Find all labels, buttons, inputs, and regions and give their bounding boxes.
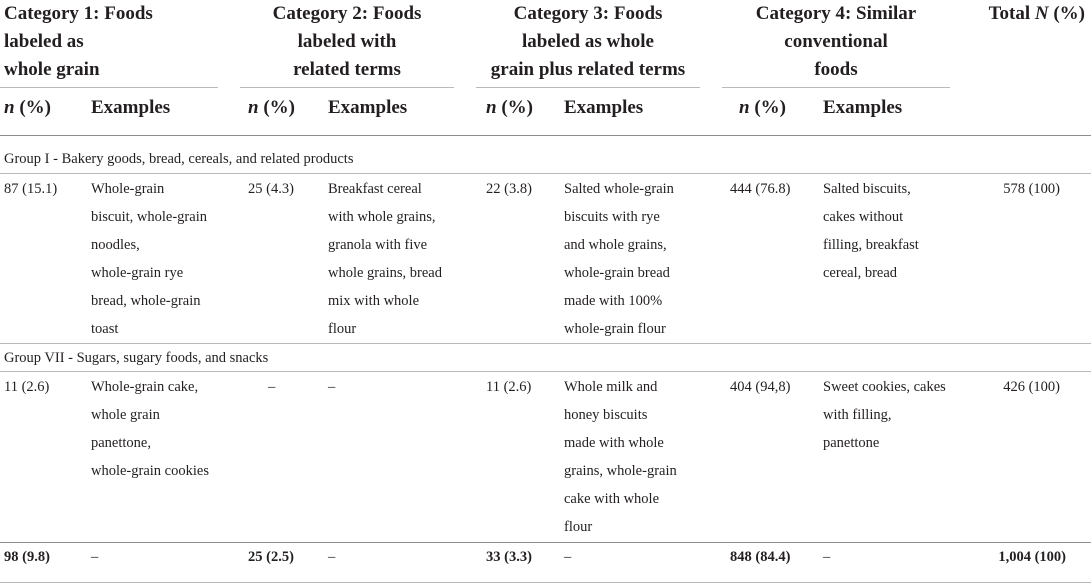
subheader-n-italic: n	[4, 97, 15, 118]
cell-line: whole grains, bread	[328, 265, 442, 281]
cell-examples	[564, 175, 674, 343]
cell-line: whole-grain bread	[564, 265, 670, 281]
header-rule	[722, 87, 950, 88]
subheader-n	[486, 97, 533, 119]
header-total-prefix: Total	[988, 3, 1035, 24]
cell-line: with filling,	[823, 407, 892, 423]
cell-line: granola with five	[328, 237, 428, 253]
subheader-n-italic: n	[739, 97, 750, 118]
cell-line: panettone,	[91, 435, 151, 451]
cell-n: 11 (2.6)	[4, 379, 50, 395]
subheader-rule	[0, 135, 1091, 136]
header-category-4-line: conventional	[784, 31, 888, 52]
cell-n: 444 (76.8)	[730, 181, 791, 197]
header-category-4	[722, 0, 950, 84]
cell-line: Salted biscuits,	[823, 181, 911, 197]
subheader-examples: Examples	[328, 97, 408, 118]
cell-line: whole-grain rye	[91, 265, 184, 281]
group-rule	[0, 371, 1091, 372]
cell-line: Whole milk and	[564, 379, 658, 395]
cell-line: bread, whole-grain	[91, 293, 201, 309]
header-rule	[0, 87, 218, 88]
group-rule	[0, 173, 1091, 174]
header-rule	[240, 87, 454, 88]
subheader-n-italic: n	[486, 97, 497, 118]
cell-line: with whole grains,	[328, 209, 436, 225]
cell-n: 25 (4.3)	[248, 181, 294, 197]
cell-line: grains, whole-grain	[564, 463, 677, 479]
cell-examples	[328, 175, 442, 343]
cell-n: 404 (94,8)	[730, 379, 791, 395]
subheader-n-suffix: (%)	[258, 97, 295, 118]
cell-line: panettone	[823, 435, 880, 451]
cell-examples	[91, 175, 207, 343]
cell-n: –	[268, 379, 276, 395]
header-category-1-line: Category 1: Foods	[4, 3, 153, 24]
cell-line: made with 100%	[564, 293, 663, 309]
header-category-4-line: foods	[814, 59, 858, 80]
total-examples: –	[823, 549, 831, 565]
total-n: 848 (84.4)	[730, 549, 791, 565]
cell-n: 87 (15.1)	[4, 181, 58, 197]
group-label: Group I - Bakery goods, bread, cereals, and related products	[4, 151, 354, 167]
cell-examples	[328, 373, 335, 401]
cell-line: cereal, bread	[823, 265, 898, 281]
header-category-4-line: Category 4: Similar	[755, 3, 917, 24]
cell-n: 11 (2.6)	[486, 379, 532, 395]
subheader-examples: Examples	[564, 97, 644, 118]
cell-line: whole-grain flour	[564, 321, 666, 337]
total-n: 33 (3.3)	[486, 549, 532, 565]
header-category-1	[4, 0, 153, 84]
cell-line: honey biscuits	[564, 407, 648, 423]
bottom-rule	[0, 582, 1091, 583]
cell-total: 578 (100)	[1003, 181, 1060, 197]
cell-line: flour	[328, 321, 357, 337]
cell-line: Sweet cookies, cakes	[823, 379, 946, 395]
header-category-1-line: whole grain	[4, 59, 100, 80]
subheader-n-suffix: (%)	[749, 97, 786, 118]
header-category-2	[240, 0, 454, 84]
header-category-2-line: Category 2: Foods	[272, 3, 422, 24]
header-total	[989, 0, 1085, 28]
header-total-suffix: (%)	[1048, 3, 1085, 24]
header-category-1-line: labeled as	[4, 31, 84, 52]
subheader-n-suffix: (%)	[14, 97, 51, 118]
cell-line: biscuits with rye	[564, 209, 660, 225]
header-category-3-line: grain plus related terms	[490, 59, 686, 80]
totals-rule	[0, 542, 1091, 543]
header-category-3	[476, 0, 700, 84]
cell-examples	[823, 373, 946, 457]
cell-line: whole-grain cookies	[91, 463, 209, 479]
header-category-2-line: labeled with	[297, 31, 397, 52]
cell-line: biscuit, whole-grain	[91, 209, 207, 225]
group-label: Group VII - Sugars, sugary foods, and snacks	[4, 350, 269, 366]
cell-line: and whole grains,	[564, 237, 667, 253]
cell-line: cakes without	[823, 209, 904, 225]
total-n: 98 (9.8)	[4, 549, 50, 565]
cell-line: filling, breakfast	[823, 237, 919, 253]
cell-line: toast	[91, 321, 119, 337]
cell-line: –	[328, 379, 336, 395]
subheader-n	[4, 97, 51, 119]
subheader-n-suffix: (%)	[496, 97, 533, 118]
header-total-italic: N	[1034, 3, 1049, 24]
cell-line: cake with whole	[564, 491, 660, 507]
cell-line: noodles,	[91, 237, 140, 253]
total-examples: –	[91, 549, 99, 565]
cell-line: Breakfast cereal	[328, 181, 422, 197]
cell-line: flour	[564, 519, 593, 535]
cell-line: Salted whole-grain	[564, 181, 674, 197]
total-examples: –	[328, 549, 336, 565]
cell-line: whole grain	[91, 407, 160, 423]
header-rule	[476, 87, 700, 88]
group-rule	[0, 343, 1091, 344]
subheader-examples: Examples	[823, 97, 903, 118]
cell-line: Whole-grain	[91, 181, 165, 197]
cell-line: mix with whole	[328, 293, 420, 309]
subheader-n	[739, 97, 786, 119]
total-examples: –	[564, 549, 572, 565]
cell-total: 426 (100)	[1003, 379, 1060, 395]
cell-line: Whole-grain cake,	[91, 379, 199, 395]
total-n: 25 (2.5)	[248, 549, 294, 565]
cell-examples	[564, 373, 677, 541]
subheader-examples: Examples	[91, 97, 171, 118]
subheader-n	[248, 97, 295, 119]
cell-line: made with whole	[564, 435, 664, 451]
grand-total: 1,004 (100)	[998, 549, 1066, 565]
cell-n: 22 (3.8)	[486, 181, 532, 197]
cell-examples	[823, 175, 919, 287]
header-category-3-line: Category 3: Foods	[513, 3, 663, 24]
cell-examples	[91, 373, 209, 485]
header-category-3-line: labeled as whole	[522, 31, 654, 52]
header-category-2-line: related terms	[293, 59, 401, 80]
subheader-n-italic: n	[248, 97, 259, 118]
